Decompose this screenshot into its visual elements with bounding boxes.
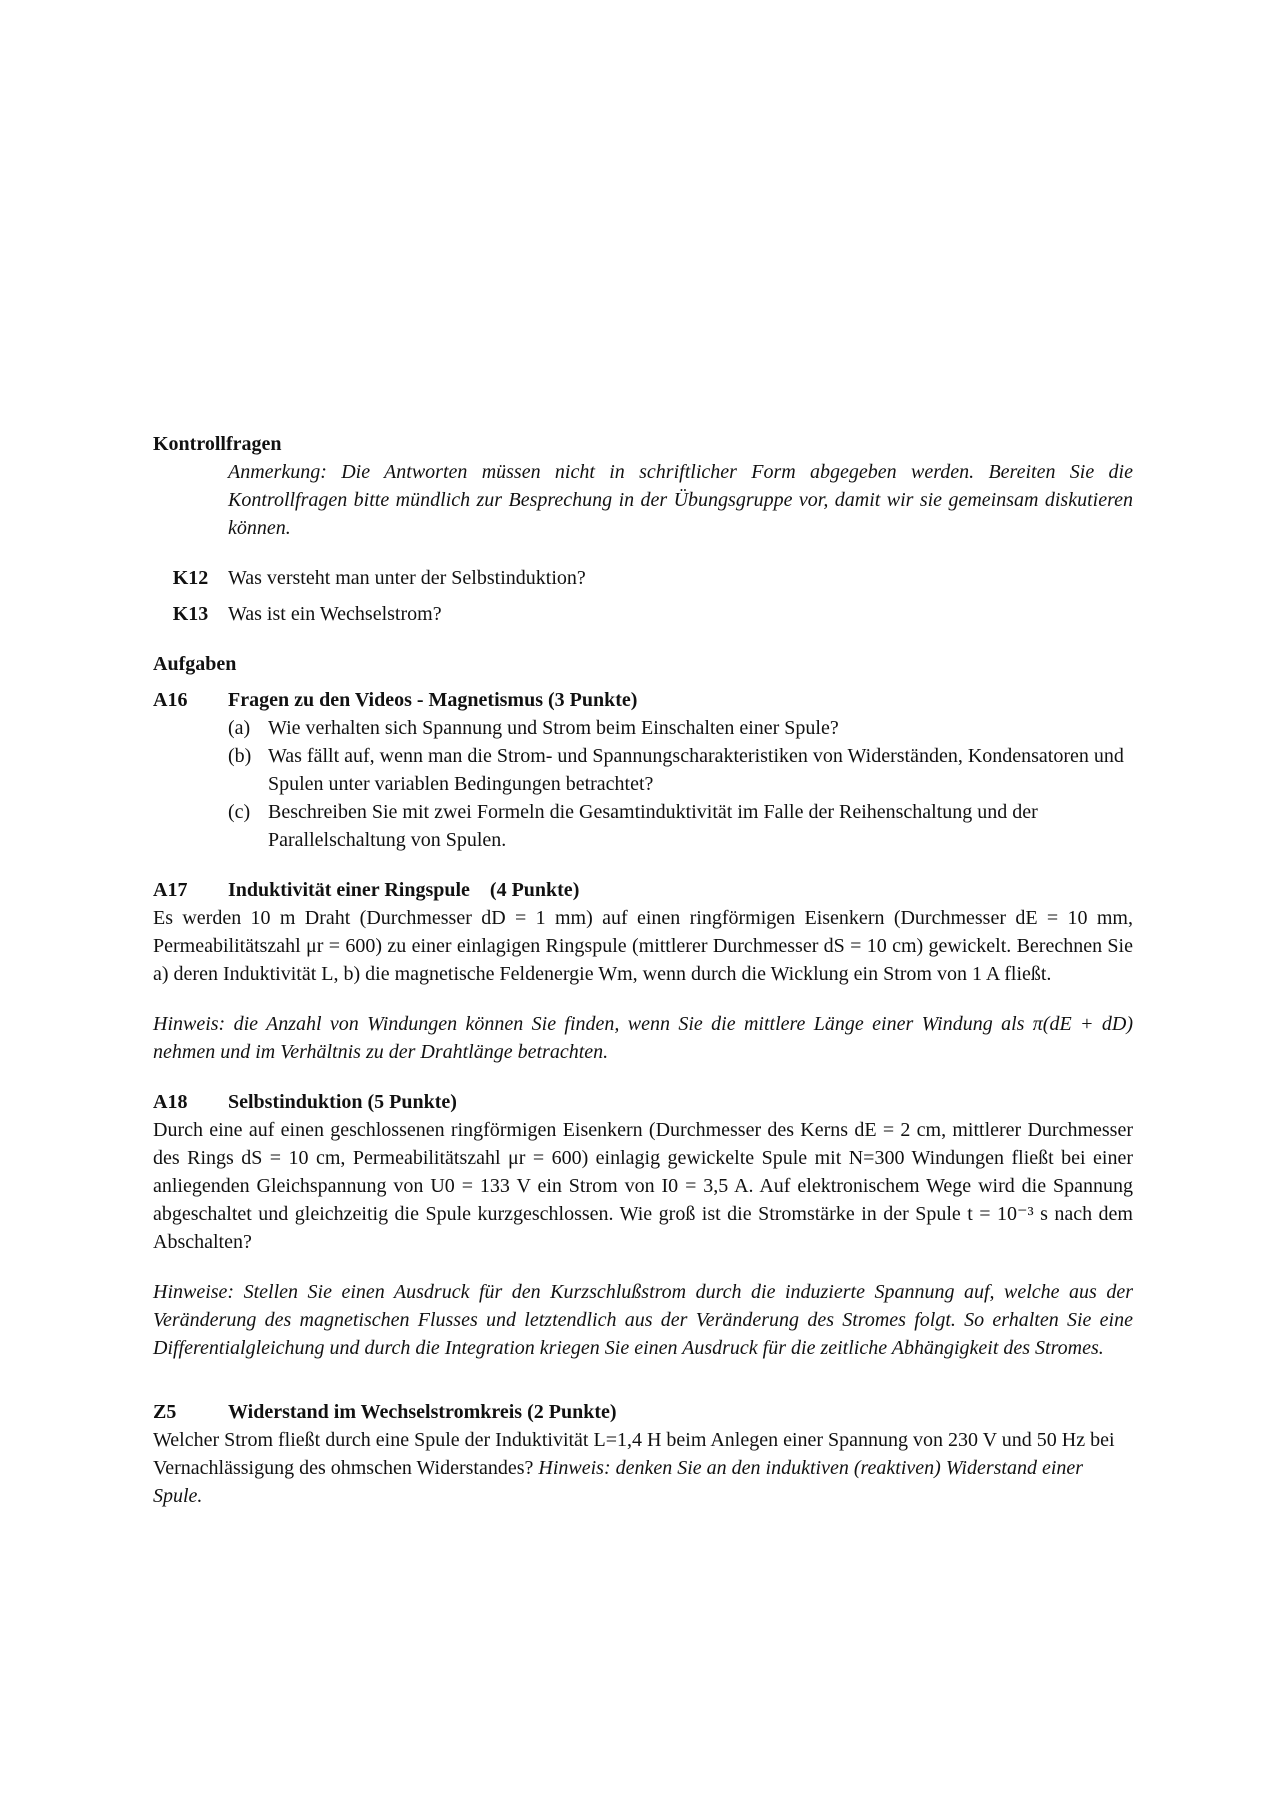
task-a16-items	[228, 714, 1133, 854]
task-a16-header	[153, 686, 1133, 714]
list-item	[228, 798, 1133, 854]
task-a18-hint: Hinweise: Stellen Sie einen Ausdruck für den Kurzschlußstrom durch die induzierte Spannung auf, welche aus der Veränderung des magnetischen Flusses und letztendlich aus der Veränderung des Stromes folgt. So erhalten Sie eine Differentialgleichung und durch die Integration kriegen Sie einen Ausdruck für die zeitliche Abhängigkeit des Stromes.	[153, 1281, 1133, 1359]
task-a17-hint: Hinweis: die Anzahl von Windungen können Sie finden, wenn Sie die mittlere Länge einer Windung als π(dE + dD) nehmen und im Verhältnis zu der Drahtlänge betrachten.	[153, 1013, 1133, 1063]
item-text: Beschreiben Sie mit zwei Formeln die Gesamtinduktivität im Falle der Reihenschaltung und der Parallelschaltung von Spulen.	[268, 801, 1038, 851]
task-number: Z5	[153, 1401, 177, 1423]
task-title: Widerstand im Wechselstromkreis (2 Punkte)	[228, 1401, 617, 1423]
item-label: (b)	[228, 745, 252, 767]
task-title: Selbstinduktion (5 Punkte)	[228, 1091, 457, 1113]
question-text: Was versteht man unter der Selbstinduktion?	[228, 567, 586, 589]
task-a17-header	[153, 876, 1133, 904]
question-k12	[153, 564, 1133, 592]
task-number: A17	[153, 879, 188, 901]
kontrollfragen-note: Anmerkung: Die Antworten müssen nicht in schriftlicher Form abgegeben werden. Bereiten Sie die Kontrollfragen bitte mündlich zur Besprechung in der Übungsgruppe vor, damit wir sie gemeinsam diskutieren können.	[228, 461, 1133, 539]
task-z5-body	[153, 1426, 1133, 1510]
item-text: Was fällt auf, wenn man die Strom- und Spannungscharakteristiken von Widerständen, Kondensatoren und Spulen unter variablen Bedingungen betrachtet?	[268, 745, 1124, 795]
question-k13	[153, 600, 1133, 628]
task-hint: Hinweis: denken Sie an den induktiven (reaktiven) Widerstand einer Spule.	[153, 1457, 1084, 1507]
list-item	[228, 714, 1133, 742]
item-label: (a)	[228, 717, 251, 739]
task-title: Induktivität einer Ringspule (4 Punkte)	[228, 879, 580, 901]
item-text: Wie verhalten sich Spannung und Strom beim Einschalten einer Spule?	[268, 717, 839, 739]
item-label: (c)	[228, 801, 251, 823]
question-text: Was ist ein Wechselstrom?	[228, 603, 442, 625]
kontrollfragen-heading: Kontrollfragen	[153, 433, 282, 455]
task-a17-body: Es werden 10 m Draht (Durchmesser dD = 1 mm) auf einen ringförmigen Eisenkern (Durchmesser dE = 10 mm, Permeabilitätszahl μr = 600) zu einer einlagigen Ringspule (mittlerer Durchmesser dS = 10 cm) gewickelt. Berechnen Sie a) deren Induktivität L, b) die magnetische Feldenergie Wm, wenn durch die Wicklung ein Strom von 1 A fließt.	[153, 907, 1133, 985]
task-title: Fragen zu den Videos - Magnetismus (3 Punkte)	[228, 689, 638, 711]
task-text: Welcher Strom fließt durch eine Spule der Induktivität L=1,4 H beim Anlegen einer Spannung von 230 V und 50 Hz bei Vernachlässigung des ohmschen Widerstandes?	[153, 1429, 1115, 1479]
task-number: A18	[153, 1091, 188, 1113]
task-number: A16	[153, 689, 188, 711]
question-number: K12	[172, 567, 209, 589]
task-z5-header	[153, 1398, 1133, 1426]
question-number: K13	[172, 603, 209, 625]
worksheet-page	[153, 430, 1133, 1510]
list-item	[228, 742, 1133, 798]
task-a18-body: Durch eine auf einen geschlossenen ringförmigen Eisenkern (Durchmesser des Kerns dE = 2 cm, mittlerer Durchmesser des Rings dS = 10 cm, Permeabilitätszahl μr = 600) einlagig gewickelte Spule mit N=300 Windungen fließt bei einer anliegenden Gleichspannung von U0 = 133 V ein Strom von I0 = 3,5 A. Auf elektronischem Wege wird die Spannung abgeschaltet und gleichzeitig die Spule kurzgeschlossen. Wie groß ist die Stromstärke in der Spule t = 10⁻³ s nach dem Abschalten?	[153, 1119, 1133, 1253]
task-a18-header	[153, 1088, 1133, 1116]
aufgaben-heading: Aufgaben	[153, 653, 237, 675]
